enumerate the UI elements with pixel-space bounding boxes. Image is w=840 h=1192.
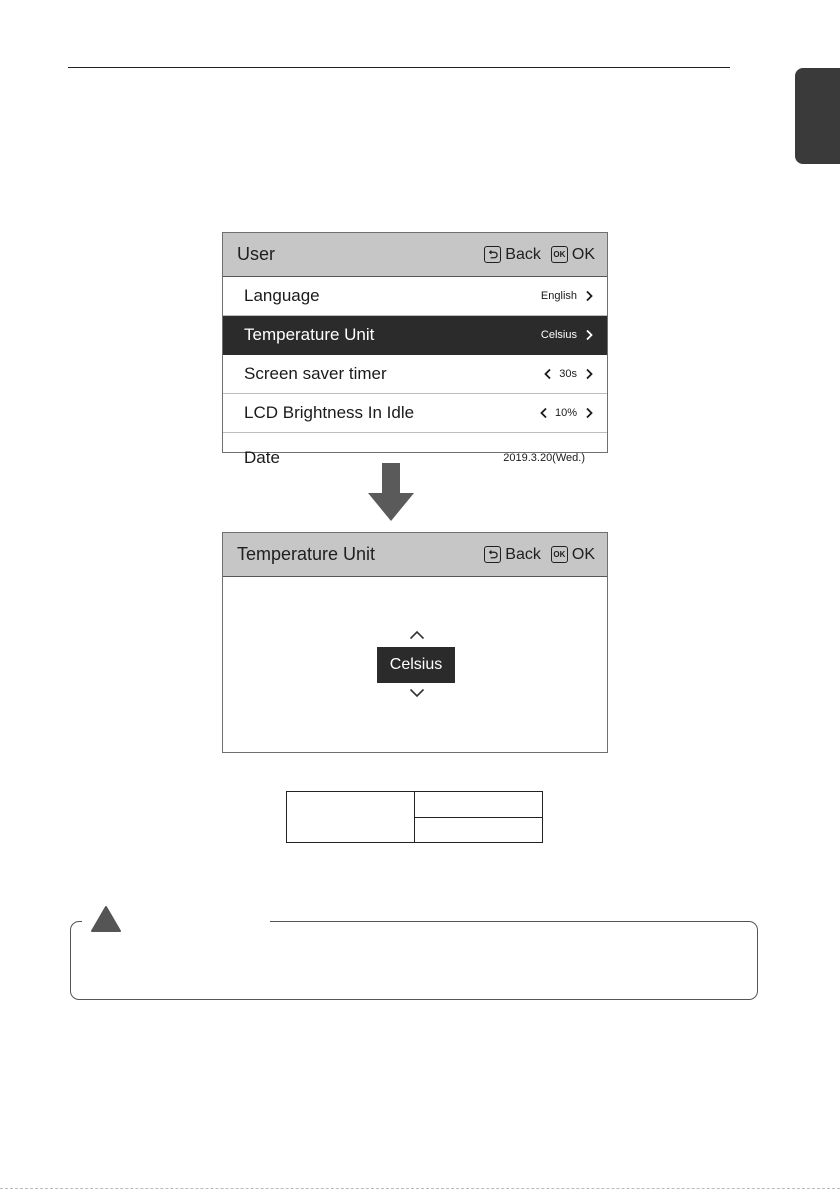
back-icon (484, 546, 501, 563)
ok-button[interactable] (551, 246, 595, 264)
warning-icon (90, 905, 122, 933)
user-menu-header (223, 233, 607, 277)
chevron-up-icon[interactable] (409, 630, 425, 640)
screen-title: Temperature Unit (237, 544, 376, 564)
user-menu-screen (222, 232, 608, 467)
ok-key-icon: OK (551, 246, 568, 263)
back-label: Back (505, 545, 541, 563)
chevron-left-icon[interactable] (544, 368, 552, 380)
side-tab (795, 68, 840, 164)
menu-item-label: Language (244, 286, 320, 305)
menu-item-value: 30s (559, 368, 577, 380)
ok-label: OK (571, 545, 595, 563)
menu-item-label: Date (244, 448, 280, 467)
back-icon (484, 246, 501, 263)
menu-item-value: Celsius (540, 329, 577, 341)
menu-item-value: English (540, 290, 577, 302)
temperature-unit-screen (222, 532, 608, 753)
selected-unit-value[interactable]: Celsius (377, 647, 455, 683)
screen-title: User (237, 244, 276, 264)
chevron-right-icon[interactable] (585, 407, 593, 419)
table-divider (414, 817, 542, 818)
chevron-down-icon[interactable] (409, 688, 425, 698)
options-table (286, 791, 543, 843)
menu-item-lcd-brightness[interactable] (223, 394, 607, 433)
arrow-down-icon (368, 463, 414, 521)
bottom-rule (0, 1188, 840, 1189)
menu-item-language[interactable] (223, 277, 607, 316)
menu-item-screen-saver-timer[interactable] (223, 355, 607, 394)
chevron-left-icon[interactable] (540, 407, 548, 419)
back-button[interactable] (484, 546, 541, 564)
menu-item-label: Temperature Unit (244, 325, 375, 344)
chevron-right-icon (585, 329, 593, 341)
ok-key-icon: OK (551, 546, 568, 563)
back-label: Back (505, 245, 541, 263)
ok-label: OK (571, 245, 595, 263)
menu-item-date[interactable] (223, 433, 607, 467)
note-box (70, 921, 758, 1000)
top-rule (68, 67, 730, 68)
chevron-right-icon (585, 290, 593, 302)
temperature-unit-header (223, 533, 607, 577)
menu-item-value: 10% (554, 407, 577, 419)
menu-item-temperature-unit[interactable] (223, 316, 607, 355)
menu-item-label: LCD Brightness In Idle (244, 403, 415, 422)
ok-button[interactable] (551, 546, 595, 564)
menu-item-label: Screen saver timer (244, 364, 387, 383)
back-button[interactable] (484, 246, 541, 264)
menu-item-value: 2019.3.20(Wed.) (503, 452, 585, 464)
chevron-right-icon[interactable] (585, 368, 593, 380)
unit-picker (223, 577, 607, 753)
